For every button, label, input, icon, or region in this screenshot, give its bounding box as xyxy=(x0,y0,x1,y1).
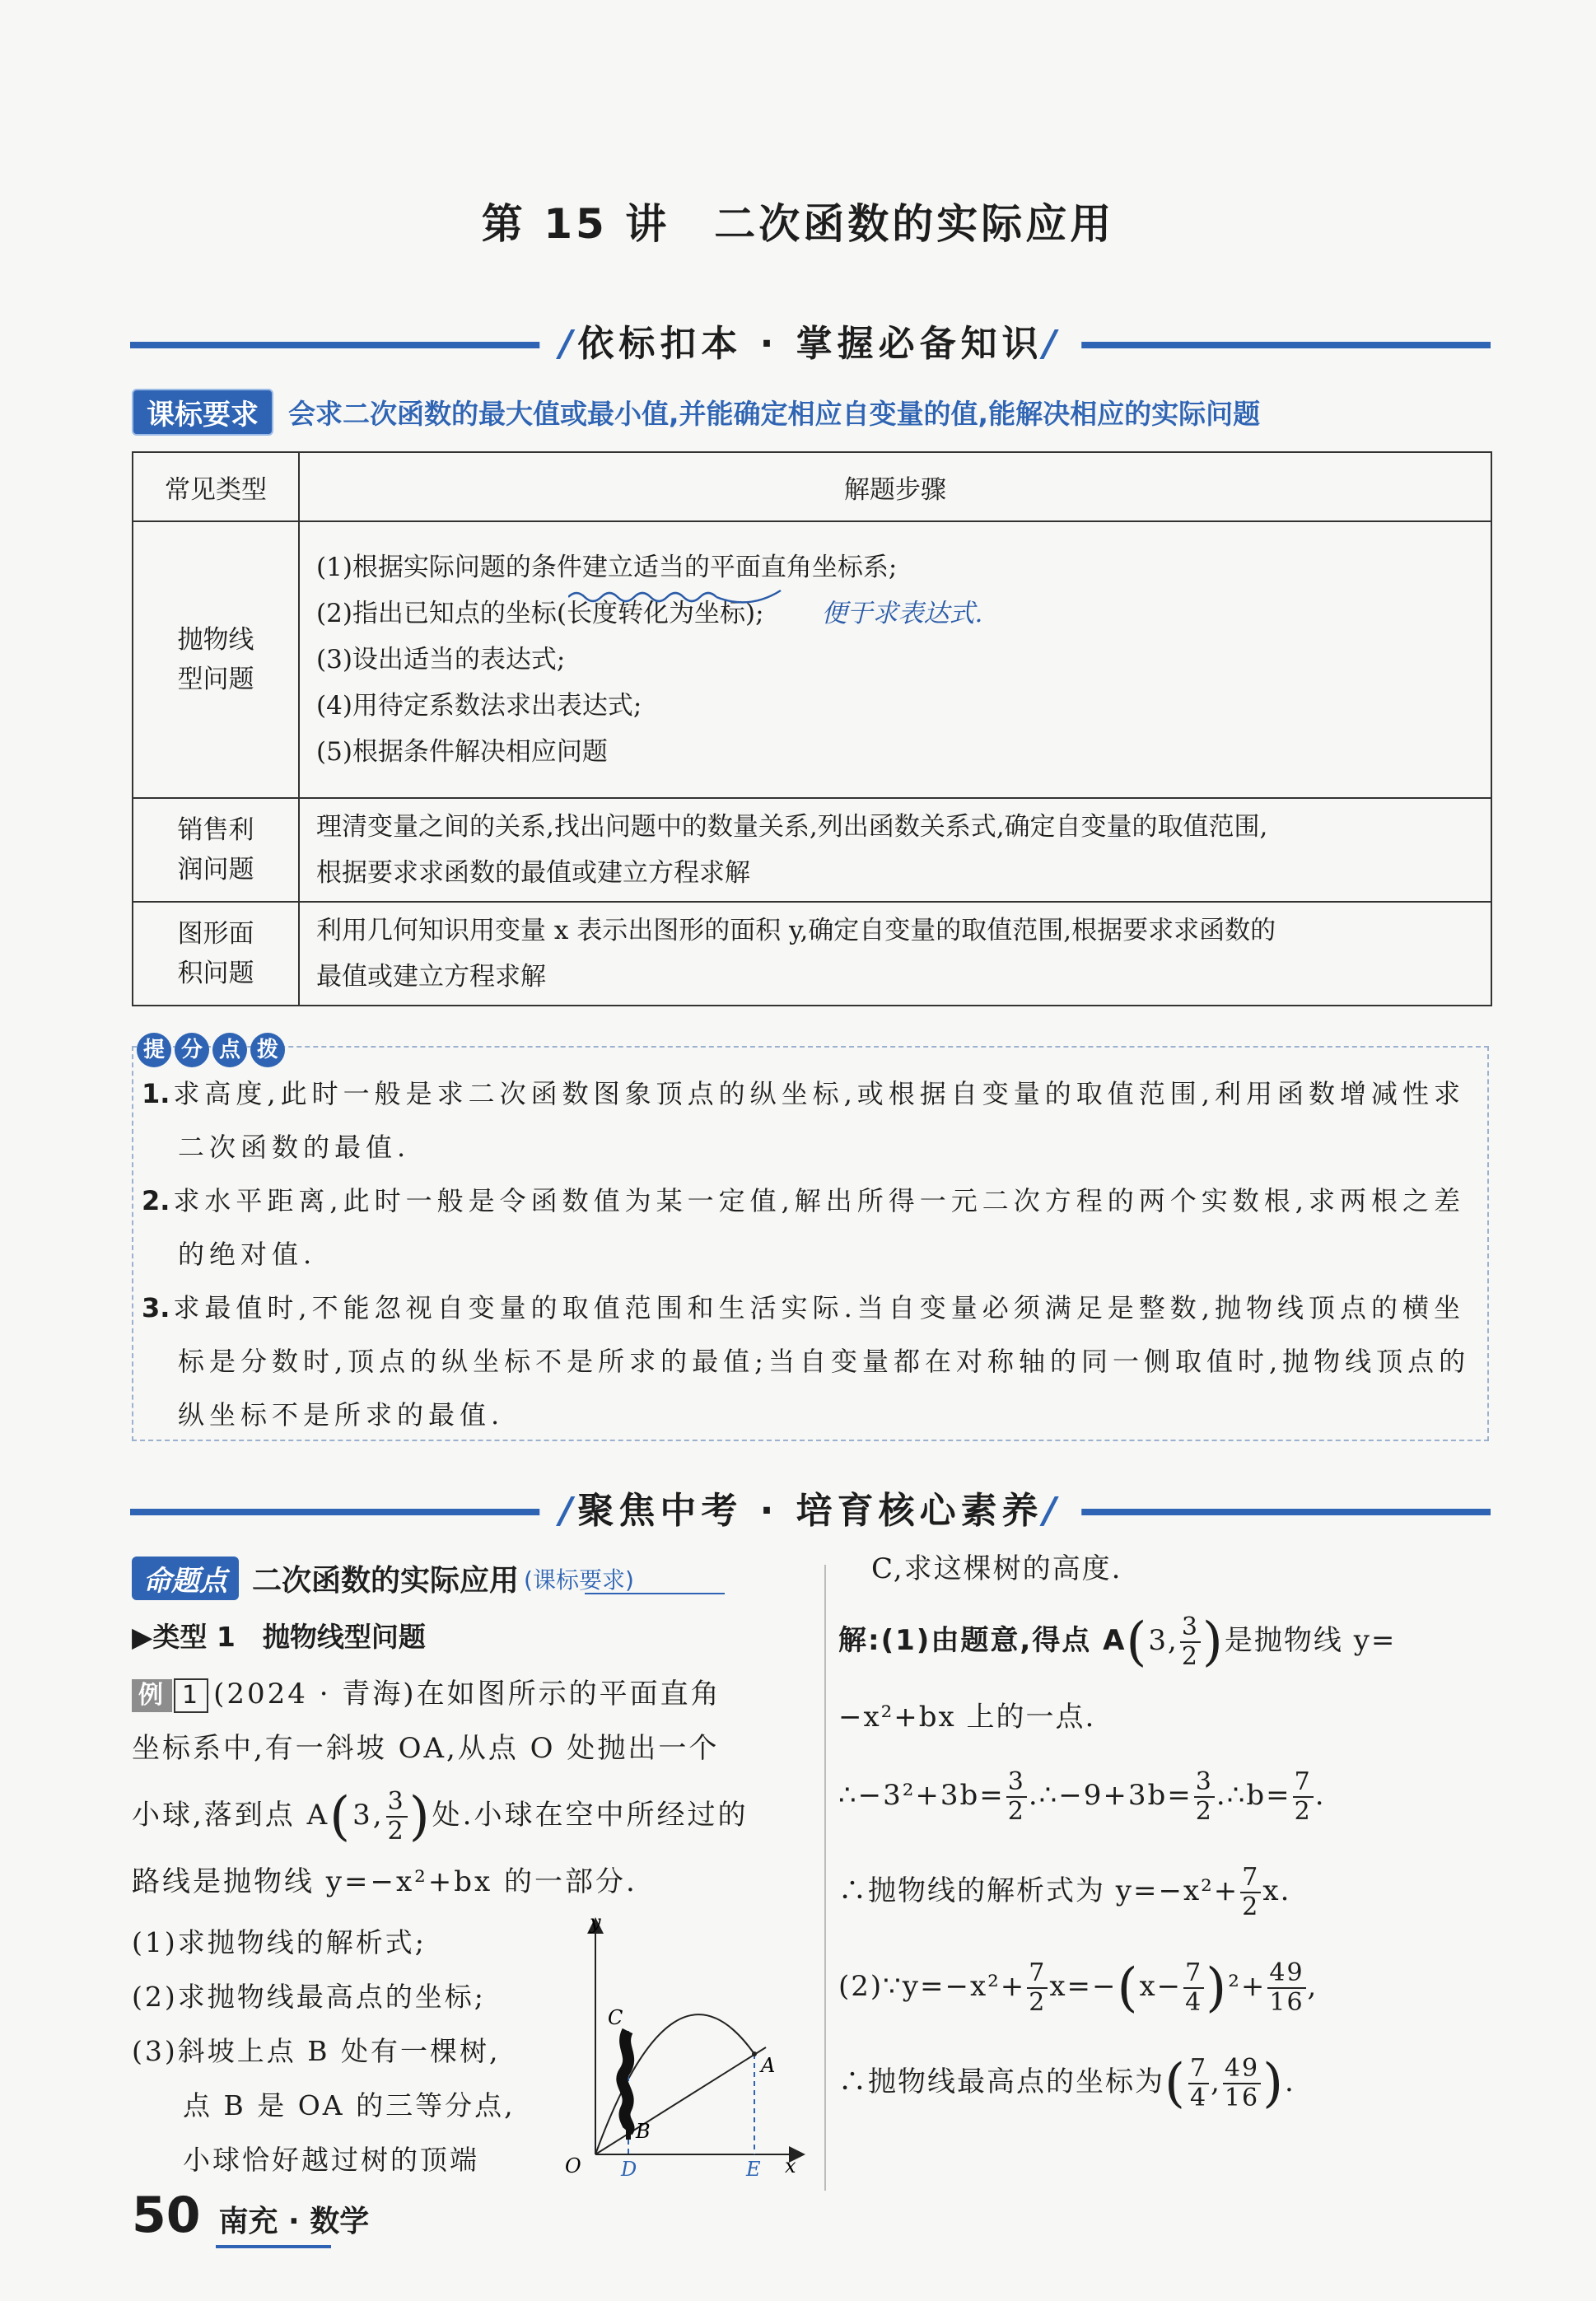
type-cell: 抛物线 型问题 xyxy=(133,521,299,798)
label-d: D xyxy=(621,2158,637,2179)
steps-cell xyxy=(299,521,1491,798)
tips-box xyxy=(132,1046,1489,1441)
topic-title: 二次函数的实际应用 xyxy=(252,1564,520,1598)
section-title: 依标扣本 · 掌握必备知识 xyxy=(577,323,1043,365)
solution-line: (2)∵y=−x²+ $\frac{7}{2}$ x=−(x− $\frac{7}{4}$ )²+ $\frac{49}{16}$ , xyxy=(838,1958,1318,2019)
tip-item: 2. 求水平距离,此时一般是令函数值为某一定值,解出所得一元二次方程的两个实数根,求两根之差的绝对值. xyxy=(142,1185,1465,1270)
label-e: E xyxy=(746,2158,761,2179)
label-y: y xyxy=(590,1916,601,1934)
question-item: 点 B 是 OA 的三等分点, xyxy=(183,2089,516,2121)
type-cell: 图形面 积问题 xyxy=(133,902,299,1006)
label-x: x xyxy=(785,2154,796,2177)
handwritten-note: 便于求表达式. xyxy=(821,599,983,628)
step-line: (5)根据条件解决相应问题 xyxy=(316,737,608,767)
tip-item: 1. 求高度,此时一般是求二次函数图象顶点的纵坐标,或根据自变量的取值范围,利用函数增减性求二次函数的最值. xyxy=(142,1078,1465,1163)
step-line: 理清变量之间的关系,找出问题中的数量关系,列出函数关系式,确定自变量的取值范围, xyxy=(316,812,1268,842)
parabola-graph xyxy=(550,1916,805,2179)
type-heading: ▶类型 1 抛物线型问题 xyxy=(132,1621,426,1653)
topic-head xyxy=(132,1557,634,1600)
fraction: $\frac{3}{2}$ xyxy=(387,1787,406,1846)
table-row xyxy=(133,521,1491,798)
question-item: (1)求抛物线的解析式; xyxy=(132,1926,427,1958)
tree-icon xyxy=(622,2031,631,2140)
solution-line: −x²+bx 上的一点. xyxy=(838,1701,1096,1734)
topic-underline xyxy=(585,1589,733,1598)
page-number: 50 xyxy=(132,2187,201,2244)
problem-types-table xyxy=(132,451,1492,1006)
steps-cell xyxy=(299,798,1491,902)
solution-line: ∴抛物线最高点的坐标为( $\frac{7}{4}$ , $\frac{49}{16}$ ). xyxy=(838,2053,1295,2114)
table-row xyxy=(133,798,1491,902)
solution-line: 解:(1)由题意,得点 A(3, $\frac{3}{2}$ )是抛物线 y= xyxy=(838,1612,1397,1673)
tip-item: 3. 求最值时,不能忽视自变量的取值范围和生活实际.当自变量必须满足是整数,抛物线顶点的横坐标是分数时,顶点的纵坐标不是所求的最值;当自变量都在对称轴的同一侧取值时,抛物线顶点的纵坐标不是所求的最值. xyxy=(142,1292,1471,1431)
steps-cell xyxy=(299,902,1491,1006)
step-line: (2)指出已知点的坐标(长度转化为坐标); 便于求表达式. xyxy=(316,599,983,628)
step-line: (1)根据实际问题的条件建立适当的平面直角坐标系; xyxy=(316,553,898,582)
question-item: C,求这棵树的高度. xyxy=(871,1552,1122,1585)
label-c: C xyxy=(608,2006,623,2029)
step-line: (3)设出适当的表达式; xyxy=(316,645,566,674)
slope-line xyxy=(595,2047,766,2154)
curriculum-requirement xyxy=(132,390,1260,434)
question-list xyxy=(132,1916,560,2187)
table-header-type: 常见类型 xyxy=(133,452,299,521)
example-number: 1 xyxy=(174,1678,208,1713)
table-header-steps: 解题步骤 xyxy=(299,452,1491,521)
topic-sub: (课标要求) xyxy=(524,1566,634,1594)
step-line: (4)用待定系数法求出表达式; xyxy=(316,691,642,721)
column-divider xyxy=(824,1565,827,2191)
requirement-text: 会求二次函数的最大值或最小值,并能确定相应自变量的值,能解决相应的实际问题 xyxy=(288,397,1261,430)
type-cell: 销售利 润问题 xyxy=(133,798,299,902)
topic-badge: 命题点 xyxy=(132,1557,239,1600)
example-block: 例 1 (2024 · 青海)在如图所示的平面直角 坐标系中,有一斜坡 OA,从点 O 处抛出一个 小球,落到点 A(3, $\frac{3}{2}$ )处.小球在空中所经过的 路线是抛物线 y=−x²+bx 的一部分. xyxy=(132,1678,749,1898)
step-line: 利用几何知识用变量 x 表示出图形的面积 y,确定自变量的取值范围,根据要求求函数的 xyxy=(316,916,1276,945)
label-o: O xyxy=(565,2154,581,2177)
page-title: 第 15 讲 二次函数的实际应用 xyxy=(481,200,1115,248)
footer-rule xyxy=(216,2245,331,2248)
question-item: (3)斜坡上点 B 处有一棵树, xyxy=(132,2035,501,2067)
question-item: 小球恰好越过树的顶端 xyxy=(183,2144,479,2176)
section-bar-exam: /聚焦中考 · 培育核心素养/ xyxy=(130,1482,1491,1540)
example-source: (2024 · 青海) xyxy=(213,1678,417,1711)
solution-line: ∴−3²+3b= $\frac{3}{2}$ .∴−9+3b= $\frac{3}{2}$ .∴b= $\frac{7}{2}$ . xyxy=(838,1767,1326,1826)
tips-list xyxy=(142,1067,1482,1442)
solution-line: ∴抛物线的解析式为 y=−x²+ $\frac{7}{2}$ x. xyxy=(838,1863,1291,1921)
table-row xyxy=(133,902,1491,1006)
tips-badge: 提 分 点 拨 xyxy=(137,1033,285,1067)
step-line: 最值或建立方程求解 xyxy=(316,962,546,992)
wavy-underline xyxy=(568,589,782,605)
requirement-badge: 课标要求 xyxy=(132,389,273,436)
book-name: 南充 · 数学 xyxy=(218,2205,370,2238)
section-bar-knowledge: /依标扣本 · 掌握必备知识/ xyxy=(130,315,1491,373)
step-line: 根据要求求函数的最值或建立方程求解 xyxy=(316,858,750,888)
page-footer xyxy=(132,2187,370,2244)
label-b: B xyxy=(636,2120,651,2143)
example-tag: 例 xyxy=(132,1679,172,1712)
label-a: A xyxy=(761,2054,776,2077)
section-title: 聚焦中考 · 培育核心素养 xyxy=(577,1490,1043,1532)
question-item: (2)求抛物线最高点的坐标; xyxy=(132,1981,486,2013)
